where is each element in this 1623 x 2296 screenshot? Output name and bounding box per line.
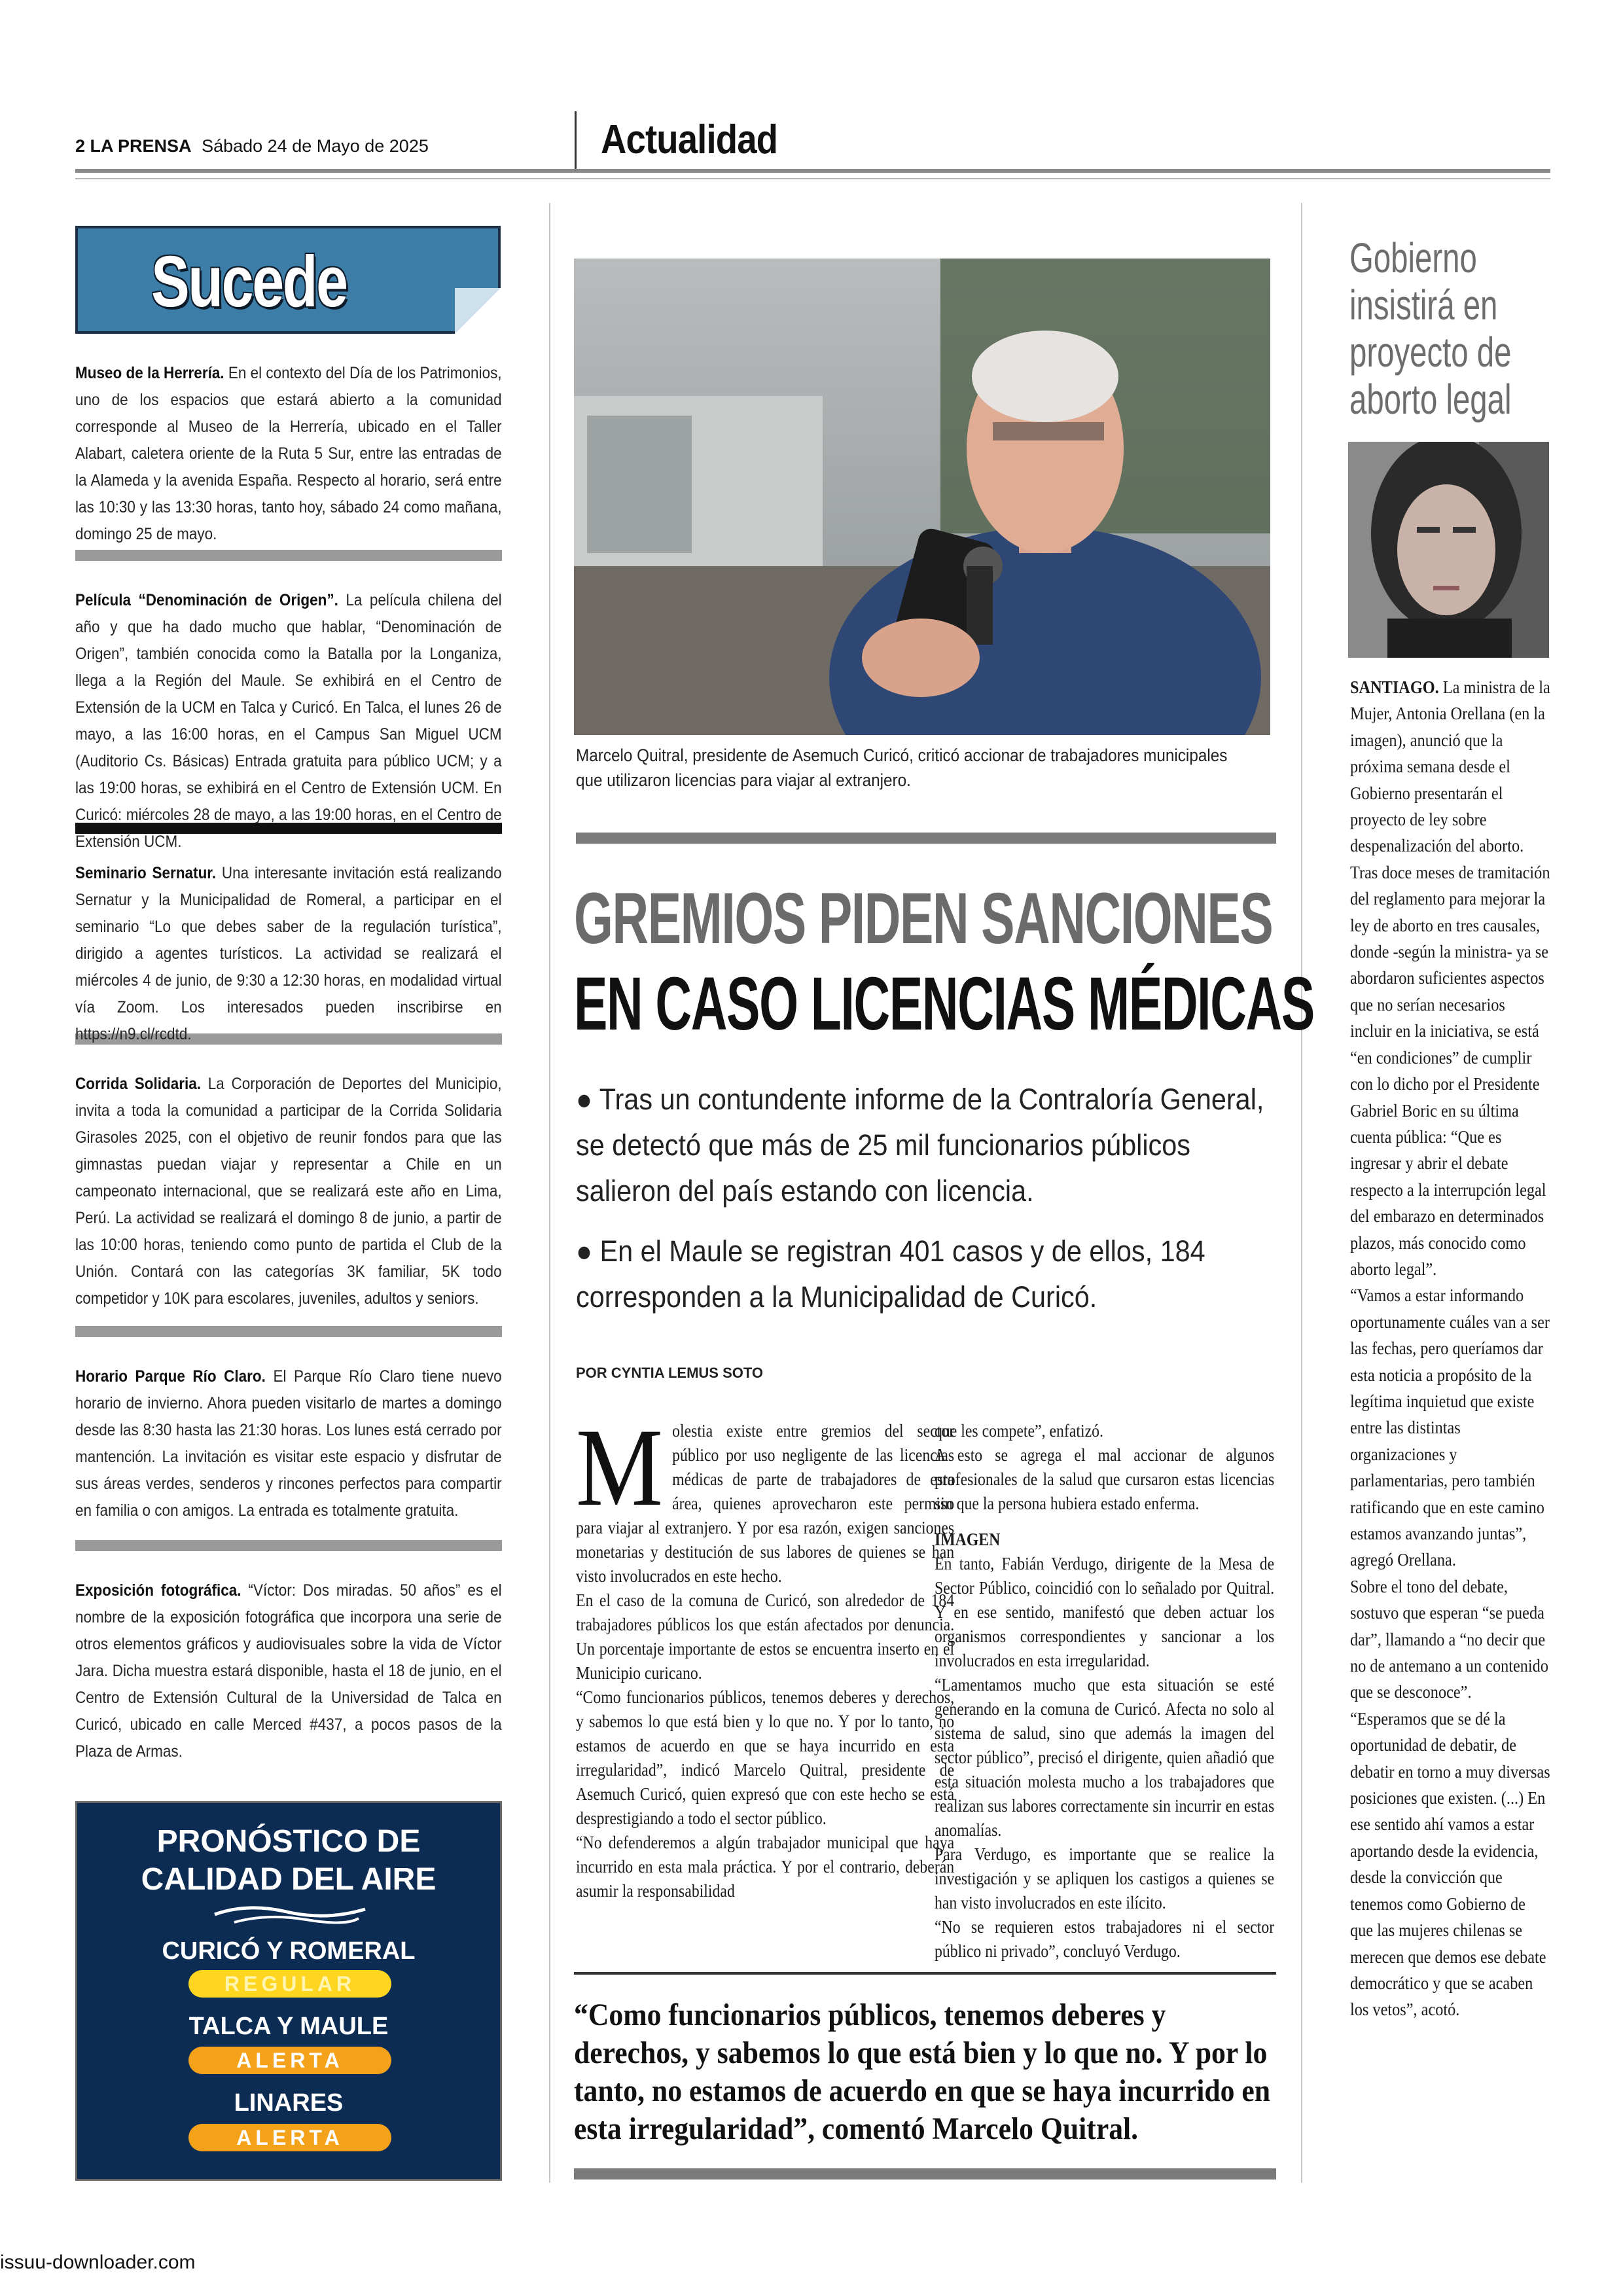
page-number: 2 xyxy=(75,136,86,156)
air-status-badge: ALERTA xyxy=(188,2124,391,2151)
photo-caption: Marcelo Quitral, presidente de Asemuch Curicó, criticó accionar de trabajadores municipales que utilizaron licencias para viajar al extranjero. xyxy=(576,745,1228,790)
headline-line1: GREMIOS PIDEN SANCIONES xyxy=(574,878,1273,959)
sucede-item xyxy=(75,1071,502,1313)
article-paragraph: En el caso de la comuna de Curicó, son alrededor de 184 trabajadores públicos los que están afectados por denuncia. Un porcentaje importante de estos se encuentra inserto en el Municipio curicano. xyxy=(576,1590,955,1683)
item-separator xyxy=(75,1326,502,1337)
sucede-item xyxy=(75,860,502,1043)
article-paragraph: En tanto, Fabián Verdugo, dirigente de la Mesa de Sector Público, coincidió con lo señalado por Quitral. Y en ese sentido, manifestó que deben actuar los organismos correspondientes y sancionar a los involucrados en esta irregularidad. xyxy=(935,1554,1275,1670)
air-quality-title xyxy=(77,1823,500,1899)
sucede-item-text: La película chilena del año y que ha dado mucho que hablar, “Denominación de Origen”, también conocida como la Batalla por la Longaniza, llega a la Región del Maule. Se exhibirá en el Centro de Extensión de la UCM en Talca y Curicó. En Talca, el lunes 26 de mayo, a las 16:00 horas, en el Campus San Miguel UCM (Auditorio Cs. Básicas) Entrada gratuita para público UCM; y a las 19:00 horas, se exhibirá en el Centro de Extensión UCM. En Curicó: miércoles 28 de mayo, a las 19:00 horas, en el Centro de Extensión UCM. xyxy=(75,591,502,851)
sucede-title: Sucede xyxy=(151,242,347,322)
wind-wave-icon xyxy=(208,1903,372,1929)
article-photo xyxy=(574,259,1270,735)
summary-bullet-text: En el Maule se registran 401 casos y de ellos, 184 corresponden a la Municipalidad de Curicó. xyxy=(576,1234,1205,1314)
air-quality-title-line1: PRONÓSTICO DE xyxy=(156,1824,421,1859)
sidebar-paragraph: “Esperamos que se dé la oportunidad de debatir, de debatir en torno a muy diversas posiciones que existen. (...) En ese sentido ahí vamos a estar aportando desde la evidencia, desde la convicción que tenemos como Gobierno de que las mujeres chilenas se merecen que demos ese debate democrático y que se acaben los vetos”, acotó. xyxy=(1350,1708,1550,2020)
sidebar-headline: Gobierno insistirá en proyecto de aborto legal xyxy=(1349,234,1512,423)
sucede-item xyxy=(75,1577,502,1767)
sucede-item-text: Una interesante invitación está realizando Sernatur y la Municipalidad de Romeral, a participar en el seminario “Lo que debes saber de la regulación turística”, dirigido a agentes turísticos. La actividad se realizará el miércoles 4 de junio, de 9:30 a 12:30 horas, en modalidad virtual vía Zoom. Los interesados pueden inscribirse en https://n9.cl/rcdtd. xyxy=(75,864,502,1043)
article-paragraph: “No se requieren estos trabajadores ni el sector público ni privado”, concluyó Verdugo. xyxy=(935,1917,1275,1961)
article-subheading: IMAGEN xyxy=(935,1530,1001,1549)
sucede-banner xyxy=(75,226,501,334)
article-column-1 xyxy=(576,1406,955,1903)
summary-bullet-text: Tras un contundente informe de la Contraloría General, se detectó que más de 25 mil funcionarios públicos salieron del país estando con licencia. xyxy=(576,1083,1264,1208)
woman-portrait-photo xyxy=(1348,442,1549,658)
air-quality-title-line2: CALIDAD DEL AIRE xyxy=(141,1862,437,1897)
article-paragraph: Molestia existe entre gremios del sector público por uso negligente de las licencias médicas de parte de trabajadores de esta área, quienes aprovecharon este permiso para viajar al extranjero. Y por esa razón, exigen sanciones monetarias y destitución de sus labores de quienes se han visto involucrados en este hecho. xyxy=(576,1406,955,1586)
dateline: SANTIAGO. xyxy=(1350,677,1439,697)
header-rule-thin xyxy=(75,178,1550,179)
column-divider-right xyxy=(1301,203,1302,2183)
summary-bullets xyxy=(576,1077,1274,1335)
sucede-item-title: Seminario Sernatur. xyxy=(75,864,217,882)
page-curl-icon xyxy=(455,288,501,334)
item-separator xyxy=(75,550,502,561)
section-title: Actualidad xyxy=(601,117,778,162)
sucede-list xyxy=(75,360,502,1767)
sidebar-body xyxy=(1350,674,1550,2023)
quote-rule-top xyxy=(574,1972,1276,1975)
item-separator xyxy=(75,1540,502,1551)
quote-rule-bottom xyxy=(574,2168,1276,2179)
watermark: issuu-downloader.com xyxy=(0,2251,196,2273)
summary-bullet: ● En el Maule se registran 401 casos y de ellos, 184 corresponden a la Municipalidad de Curicó. xyxy=(576,1234,1205,1314)
sidebar-paragraph: “Vamos a estar informando oportunamente cuáles van a ser las fechas, pero queríamos dar esta noticia a propósito de la legítima inquietud que existe entre las distintas organizaciones y parlamentarias, pero también ratificando que en este camino estamos avanzando juntas”, agregó Orellana. xyxy=(1350,1285,1550,1570)
pull-quote: “Como funcionarios públicos, tenemos deberes y derechos, y sabemos lo que está bien y lo que no. Y por lo tanto, no estamos de acuerdo en que se haya incurrido en esta irregularidad”, comentó Marcelo Quitral. xyxy=(574,1998,1271,2146)
air-quality-box xyxy=(75,1801,502,2181)
sucede-item xyxy=(75,360,502,550)
article-paragraph: “Como funcionarios públicos, tenemos deberes y derechos, y sabemos lo que está bien y lo que no. Y por lo tanto, no estamos de acuerdo en que se haya incurrido en esta irregularidad”, indicó Marcelo Quitral, presidente de Asemuch Curicó, quien expresó que con este hecho se está desprestigiando a todo el sector público. xyxy=(576,1687,955,1828)
headline-line2: EN CASO LICENCIAS MÉDICAS xyxy=(574,962,1314,1046)
sucede-item-text: La Corporación de Deportes del Municipio, invita a toda la comunidad a participar de la Corrida Solidaria Girasoles 2025, con el objetivo de reunir fondos para que las gimnastas puedan viajar y representar a Chile en un campeonato internacional, que se realizará este año en Lima, Perú. La actividad se realizará el domingo 8 de junio, a partir de las 10:00 horas, teniendo como punto de partida el Club de la Unión. Contará con las categorías 3K familiar, 5K todo competidor y 10K para escolares, juveniles, adultos y seniors. xyxy=(75,1075,502,1308)
header-rule xyxy=(75,169,1550,173)
sidebar-paragraph: Sobre el tono del debate, sostuvo que esperan “se pueda dar”, llamando a “no decir que no de antemano a un contenido que se desconoce”. xyxy=(1350,1576,1548,1702)
article-paragraph: “Lamentamos mucho que esta situación se esté generando en la comuna de Curicó. Afecta no solo al sistema de salud, sino que además la imagen del sector público”, precisó el dirigente, quien añadió que esta situación molesta mucho a los trabajadores que realizan sus labores correctamente sin incurrir en estas anomalías. xyxy=(935,1675,1275,1840)
sucede-item-title: Museo de la Herrería. xyxy=(75,364,224,382)
issue-date: Sábado 24 de Mayo de 2025 xyxy=(202,136,429,156)
air-zone-name: CURICÓ Y ROMERAL xyxy=(162,1937,416,1965)
summary-bullet: ● Tras un contundente informe de la Contraloría General, se detectó que más de 25 mil funcionarios públicos salieron del país estando con licencia. xyxy=(576,1083,1264,1208)
article-paragraph: A esto se agrega el mal accionar de algunos profesionales de la salud que cursaron estas licencias sin que la persona hubiera estado enferma. xyxy=(935,1445,1275,1513)
sidebar-paragraph: Tras doce meses de tramitación del reglamento para mejorar la ley de aborto en tres causales, donde -según la ministra- ya se abordaron suficientes aspectos que no serían necesarios incluir en la iniciativa, se está “en condiciones” de cumplir con lo dicho por el Presidente Gabriel Boric en su última cuenta pública: “Que es ingresar y abrir el debate respecto a la interrupción legal del embarazo en determinados plazos, más conocido como aborto legal”. xyxy=(1350,862,1550,1279)
air-zone-name: TALCA Y MAULE xyxy=(188,2013,389,2040)
sucede-item-text: El Parque Río Claro tiene nuevo horario de invierno. Ahora pueden visitarlo de martes a domingo desde las 8:30 hasta las 21:30 horas. Los lunes está cerrado por mantención. La invitación es visitar este espacio y disfrutar de sus áreas verdes, senderos y rincones perfectos para compartir en familia o con amigos. La entrada es totalmente gratuita. xyxy=(75,1367,502,1520)
air-status-badge: REGULAR xyxy=(188,1970,391,1998)
minister-portrait xyxy=(1348,442,1549,658)
header-divider xyxy=(575,111,577,170)
article-paragraph: que les compete”, enfatizó. xyxy=(935,1421,1103,1441)
drop-cap: M xyxy=(576,1406,664,1529)
column-divider-left xyxy=(549,203,550,2183)
sucede-item-text: En el contexto del Día de los Patrimonios, uno de los espacios que estará abierto a la comunidad corresponde al Museo de la Herrería, ubicado en el Taller Alabart, caletera oriente de la Ruta 5 Sur, entre las entradas de la Alameda y la avenida España. Respecto al horario, será entre las 10:30 y las 13:30 horas, tanto hoy, sábado 24 como mañana, domingo 25 de mayo. xyxy=(75,364,502,543)
publication-name: LA PRENSA xyxy=(90,136,192,156)
sucede-item xyxy=(75,1363,502,1527)
sucede-item-title: Corrida Solidaria. xyxy=(75,1075,202,1093)
air-zone-name: LINARES xyxy=(234,2089,344,2117)
sucede-item-title: Horario Parque Río Claro. xyxy=(75,1367,266,1386)
headline-rule xyxy=(576,833,1276,844)
sucede-item-title: Película “Denominación de Origen”. xyxy=(75,591,338,609)
man-with-microphones-photo xyxy=(574,259,1270,735)
article-paragraph: Para Verdugo, es importante que se realice la investigación y se apliquen los castigos a quienes se han visto involucrados en este ilícito. xyxy=(935,1844,1275,1912)
byline: POR CYNTIA LEMUS SOTO xyxy=(576,1365,764,1381)
page-header-info xyxy=(75,136,429,156)
sucede-item-title: Exposición fotográfica. xyxy=(75,1581,241,1600)
sucede-item xyxy=(75,587,502,851)
sidebar-paragraph: SANTIAGO. La ministra de la Mujer, Antonia Orellana (en la imagen), anunció que la próxima semana desde el Gobierno presentarán el proyecto de ley sobre despenalización del aborto. xyxy=(1350,677,1550,856)
article-column-2 xyxy=(935,1419,1274,1964)
article-paragraph: “No defenderemos a algún trabajador municipal que haya incurrido en esta mala práctica. Y por el contrario, deberán asumir la responsabilidad xyxy=(576,1833,955,1901)
air-status-badge: ALERTA xyxy=(188,2047,391,2074)
sucede-item-text: “Víctor: Dos miradas. 50 años” es el nombre de la exposición fotográfica que incorpora una serie de otros elementos gráficos y audiovisuales sobre la vida de Víctor Jara. Dicha muestra estará disponible, hasta el 18 de junio, en el Centro de Extensión Cultural de la Universidad de Talca en Curicó, ubicado en calle Merced #437, a pocos pasos de la Plaza de Armas. xyxy=(75,1581,502,1761)
